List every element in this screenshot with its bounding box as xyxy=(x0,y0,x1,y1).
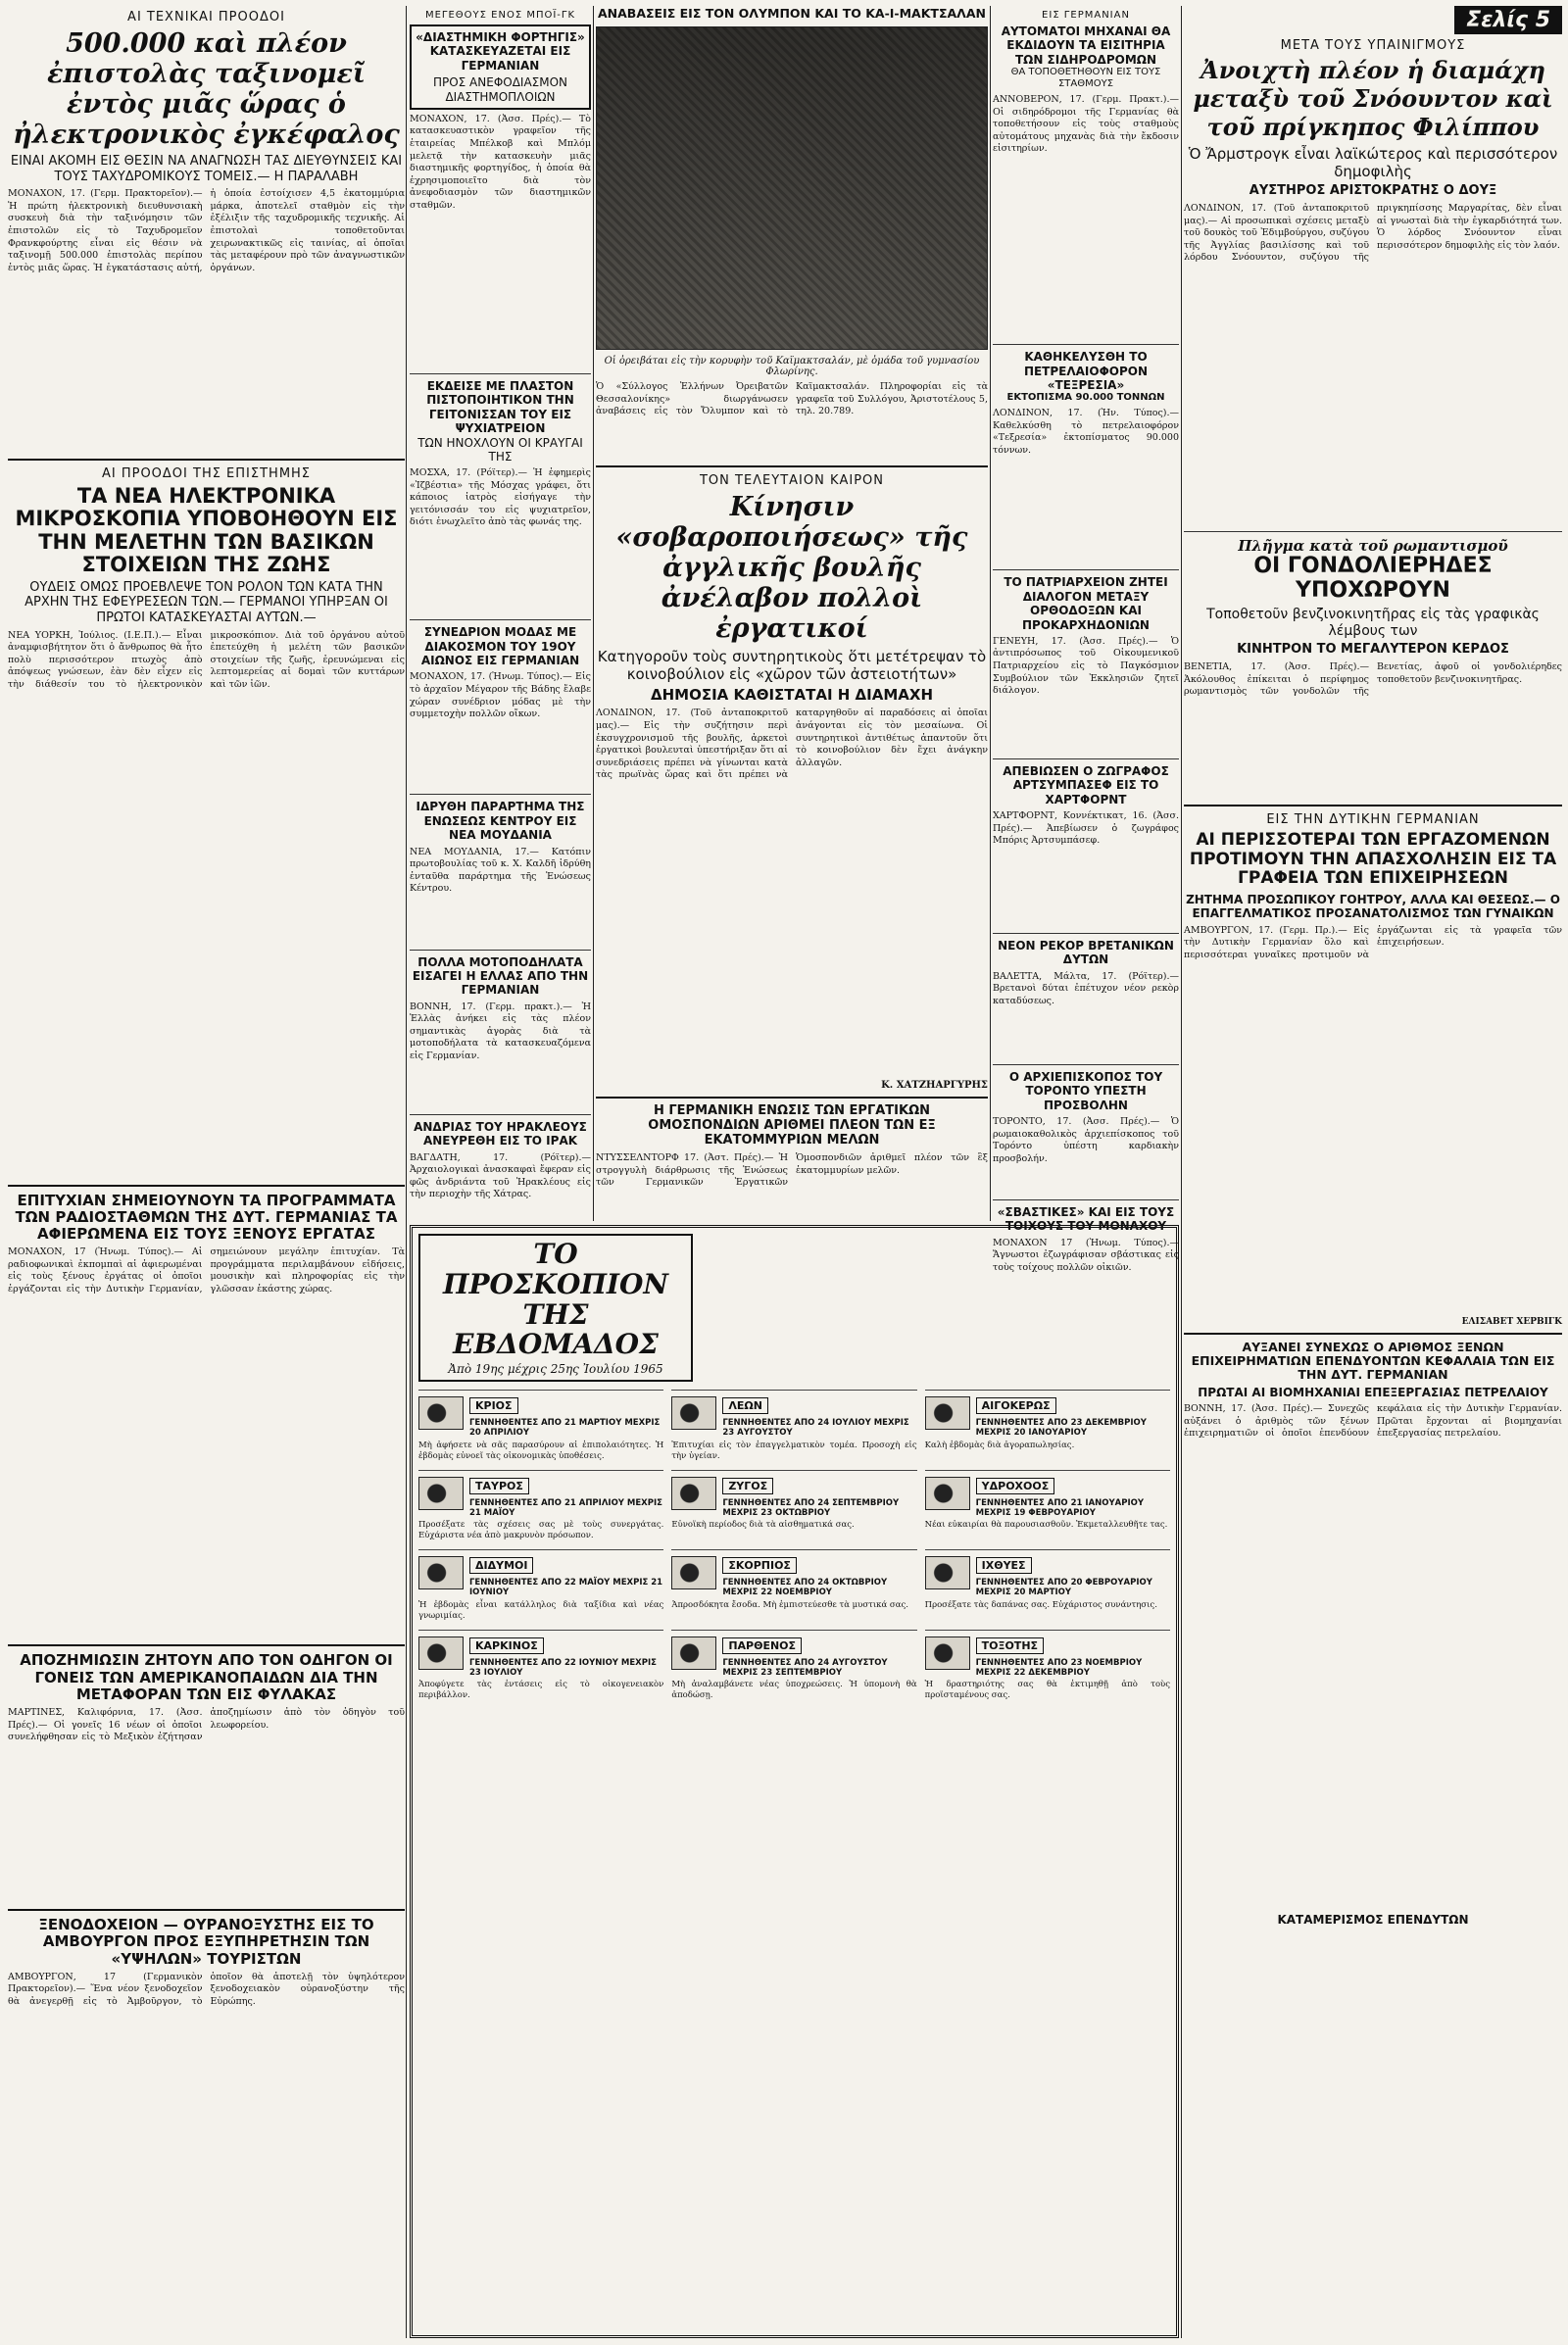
column-rule xyxy=(406,6,407,2338)
sign-name: ΙΧΘΥΕΣ xyxy=(976,1557,1032,1574)
horoscope-title: ΤΟ ΠΡΟΣΚΟΠΙΟΝ ΤΗΣ ΕΒΔΟΜΑΔΟΣ xyxy=(443,1238,668,1361)
article-body: ΒΟΝΝΗ, 17. (Γερμ. πρακτ.).— Ἡ Ἑλλὰς ἀνήκει εἰς τὰς πλέον σημαντικὰς ἀγορὰς διὰ τὰ μοτοποδήλατα τὰ κατασκευαζόμενα εἰς Γερμανίαν. xyxy=(410,1001,591,1061)
article-body: ΝΕΑ ΜΟΥΔΑΝΙΑ, 17.— Κατόπιν πρωτοβουλίας τοῦ κ. Χ. Καλδῆ ἱδρύθη ἐνταῦθα παράρτημα τῆς Ἑνώσεως Κέντρου. xyxy=(410,846,591,895)
pisces-icon xyxy=(925,1556,970,1589)
deck: Ὁ Ἄρμστρογκ εἶναι λαϊκώτερος καὶ περισσότερον δημοφιλὴς xyxy=(1188,145,1558,181)
divider xyxy=(410,794,591,795)
headline-annex-founded: ΙΔΡΥΘΗ ΠΑΡΑΡΤΗΜΑ ΤΗΣ ΕΝΩΣΕΩΣ ΚΕΝΤΡΟΥ ΕΙΣ ΝΕΑ ΜΟΥΔΑΝΙΑ xyxy=(416,800,585,843)
sign-range: ΓΕΝΝΗΘΕΝΤΕΣ ΑΠΟ 22 ΜΑΪΟΥ ΜΕΧΡΙΣ 21 ΙΟΥΝΙΟΥ xyxy=(469,1578,663,1598)
article-body: ΒΑΓΔΑΤΗ, 17. (Ρόϊτερ).— Ἀρχαιολογικαὶ ἀνασκαφαὶ ἔφεραν εἰς φῶς ἀνδριάντα τοῦ Ἡρακλέους εἰς τὴν περιοχὴν τῆς Χάτρας. xyxy=(410,1151,591,1200)
zodiac-sign xyxy=(418,1470,663,1541)
zodiac-sign xyxy=(671,1630,916,1701)
section-footer: ΚΑΤΑΜΕΡΙΣΜΟΣ ΕΠΕΝΔΥΤΩΝ xyxy=(1277,1913,1469,1928)
headline-ticket-machines: ΑΥΤΟΜΑΤΟΙ ΜΗΧΑΝΑΙ ΘΑ ΕΚΔΙΔΟΥΝ ΤΑ ΕΙΣΙΤΗΡΙΑ ΤΩΝ ΣΙΔΗΡΟΔΡΟΜΩΝ xyxy=(1001,24,1171,67)
headline-swastikas: «ΣΒΑΣΤΙΚΕΣ» ΚΑΙ ΕΙΣ ΤΟΥΣ ΤΟΙΧΟΥΣ ΤΟΥ ΜΟΝΑΧΟΥ xyxy=(997,1205,1175,1234)
divider xyxy=(8,1644,405,1646)
sign-text: Καλὴ ἐβδομὰς διὰ ἀγοραπωλησίας. xyxy=(924,1440,1075,1450)
sign-text: Προσέξατε τὰς δαπάνας σας. Εὐχάριστος συνάντησις. xyxy=(924,1599,1157,1610)
climbers-photo xyxy=(596,26,988,350)
subhead: ΑΥΣΤΗΡΟΣ ΑΡΙΣΤΟΚΡΑΤΗΣ Ο ΔΟΥΞ xyxy=(1249,183,1497,199)
zodiac-sign xyxy=(418,1549,663,1621)
article-body: ΜΟΝΑΧΟΝ, 17. (Ἀσσ. Πρές).— Τὸ κατασκευαστικὸν γραφεῖον τῆς ἑταιρείας Μπέλκοβ καὶ Μπλόμ μελετᾷ τὴν κατασκευὴν μιᾶς διαστημικῆς φορτηγίδος, ἡ ὁποία θὰ ἐχρησιμοποιεῖτο διὰ τὸν ἀνεφοδιασμὸν τῶν διαστημικῶν σταθμῶν. xyxy=(410,113,591,211)
aries-icon xyxy=(418,1396,464,1430)
column-2 xyxy=(410,6,591,1221)
zodiac-sign xyxy=(671,1470,916,1541)
zodiac-sign xyxy=(418,1630,663,1701)
sign-name: ΖΥΓΟΣ xyxy=(722,1478,773,1494)
sign-range: ΓΕΝΝΗΘΕΝΤΕΣ ΑΠΟ 21 ΙΑΝΟΥΑΡΙΟΥ ΜΕΧΡΙΣ 19 ΦΕΒΡΟΥΑΡΙΟΥ xyxy=(975,1497,1144,1518)
article-body: ΜΟΝΑΧΟΝ, 17. (Γερμ. Πρακτορεῖον).— Ἡ πρώτη ἠλεκτρονικὴ διευθυνσιακὴ συσκευὴ διὰ τὴν ταξινόμησιν τῶν ἐπιστολῶν εἰς τὸ Ταχυδρομεῖον Φρανκφούρτης εἶναι εἰς θέσιν νὰ ταξινομῇ 500.000 ἐπιστολὰς περίπου ἐντὸς μιᾶς ὥρας. Ἡ ἐγκατάστασις αὐτή, ἡ ὁποία ἐστοίχισεν 4,5 ἑκατομμύρια μάρκα, ἀποτελεῖ σταθμὸν εἰς τὴν ἐξέλιξιν τῆς ταχυδρομικῆς τεχνικῆς. Αἱ ἐπιστολαὶ τοποθετοῦνται χειρωνακτικῶς εἰς ταινίας, αἱ ὁποῖαι τὰς μεταφέρουν πρὸ τῶν ἀναγνωστικῶν ὀργάνων. xyxy=(8,188,405,273)
sagittarius-icon xyxy=(925,1637,970,1670)
headline-trade-unions: Η ΓΕΡΜΑΝΙΚΗ ΕΝΩΣΙΣ ΤΩΝ ΕΡΓΑΤΙΚΩΝ ΟΜΟΣΠΟΝΔΙΩΝ ΑΡΙΘΜΕΙ ΠΛΕΟΝ ΤΩΝ ΕΞ ΕΚΑΤΟΜΜΥΡΙΩΝ ΜΕΛΩΝ xyxy=(648,1103,936,1148)
deck: ΤΩΝ ΗΝΟΧΛΟΥΝ ΟΙ ΚΡΑΥΓΑΙ ΤΗΣ xyxy=(417,435,583,464)
headline-divers-record: ΝΕΟΝ ΡΕΚΟΡ ΒΡΕΤΑΝΙΚΩΝ ΔΥΤΩΝ xyxy=(998,939,1174,967)
headline-forged-certificate: ΕΚΔΕΙΣΕ ΜΕ ΠΛΑΣΤΟΝ ΠΙΣΤΟΠΟΙΗΤΙΚΟΝ ΤΗΝ ΓΕΙΤΟΝΙΣΣΑΝ ΤΟΥ ΕΙΣ ΨΥΧΙΑΤΡΕΙΟΝ xyxy=(426,378,574,436)
sign-name: ΛΕΩΝ xyxy=(722,1397,768,1414)
sign-text: Προσέξατε τὰς σχέσεις σας μὲ τοὺς συνεργάτας. Εὐχάριστα νέα ἀπὸ μακρυνὸν πρόσωπον. xyxy=(418,1520,664,1541)
aquarius-icon xyxy=(925,1477,970,1510)
kicker: ΑΙ ΠΡΟΟΔΟΙ ΤΗΣ ΕΠΙΣΤΗΜΗΣ xyxy=(101,466,312,482)
article-body: ΒΕΝΕΤΙΑ, 17. (Ἀσσ. Πρές).— Ἀκόλουθος ἐπίκειται ὁ περίφημος ρωμαντισμὸς τῶν γονδολῶν τῆς Βενετίας, ἀφοῦ οἱ γονδολιέρηδες τοποθετοῦν βενζινοκινητῆρας. xyxy=(1184,661,1562,698)
subhead: ΚΙΝΗΤΡΟΝ ΤΟ ΜΕΓΑΛΥΤΕΡΟΝ ΚΕΡΔΟΣ xyxy=(1237,642,1509,658)
taurus-icon xyxy=(418,1477,464,1510)
divider xyxy=(993,1199,1179,1200)
article-body: ΜΟΣΧΑ, 17. (Ρόϊτερ).— Ἡ ἐφημερὶς «Ἰζβέστια» τῆς Μόσχας γράφει, ὅτι κάποιος ἰατρὸς εἰσήγαγε τὴν γειτόνισσάν του εἰς ψυχιατρεῖον, διότι ἐνωχλεῖτο ἀπὸ τὰς φωνάς της. xyxy=(410,467,591,528)
scorpio-icon xyxy=(671,1556,716,1589)
column-5 xyxy=(1184,6,1562,2338)
deck: ΠΡΩΤΑΙ ΑΙ ΒΙΟΜΗΧΑΝΙΑΙ ΕΠΕΞΕΡΓΑΣΙΑΣ ΠΕΤΡΕΛΑΙΟΥ xyxy=(1198,1385,1548,1399)
zodiac-sign xyxy=(925,1390,1170,1461)
sign-range: ΓΕΝΝΗΘΕΝΤΕΣ ΑΠΟ 24 ΟΚΤΩΒΡΙΟΥ ΜΕΧΡΙΣ 22 ΝΟΕΜΒΡΙΟΥ xyxy=(722,1578,888,1598)
zodiac-sign xyxy=(925,1549,1170,1621)
kicker: ΕΙΣ ΤΗΝ ΔΥΤΙΚΗΝ ΓΕΡΜΑΝΙΑΝ xyxy=(1266,812,1480,828)
headline-compensation: ΑΠΟΖΗΜΙΩΣΙΝ ΖΗΤΟΥΝ ΑΠΟ ΤΟΝ ΟΔΗΓΟΝ ΟΙ ΓΟΝΕΙΣ ΤΩΝ ΑΜΕΡΙΚΑΝΟΠΑΙΔΩΝ ΔΙΑ ΤΗΝ ΜΕΤΑΦΟΡΑΝ ΤΩΝ ΕΙΣ ΦΥΛΑΚΑΣ xyxy=(20,1651,393,1703)
divider xyxy=(993,758,1179,759)
deck: ΖΗΤΗΜΑ ΠΡΟΣΩΠΙΚΟΥ ΓΟΗΤΡΟΥ, ΑΛΛΑ ΚΑΙ ΘΕΣΕΩΣ.— Ο ΕΠΑΓΓΕΛΜΑΤΙΚΟΣ ΠΡΟΣΑΝΑΤΟΛΙΣΜΟΣ ΤΩΝ ΓΥΝΑΙΚΩΝ xyxy=(1186,892,1560,921)
divider xyxy=(8,1185,405,1187)
divider xyxy=(993,344,1179,345)
sign-text: Ἀποφύγετε τὰς ἐντάσεις εἰς τὸ οἰκογενειακὸν περιβάλλον. xyxy=(418,1679,664,1701)
sign-range: ΓΕΝΝΗΘΕΝΤΕΣ ΑΠΟ 20 ΦΕΒΡΟΥΑΡΙΟΥ ΜΕΧΡΙΣ 20 ΜΑΡΤΙΟΥ xyxy=(975,1578,1152,1598)
gemini-icon xyxy=(418,1556,464,1589)
headline-tanker-launched: ΚΑΘΗΚΕΛΥΣΘΗ ΤΟ ΠΕΤΡΕΛΑΙΟΦΟΡΟΝ «ΤΕΞΡΕΣΙΑ» xyxy=(1023,350,1149,392)
headline-mopeds: ΠΟΛΛΑ ΜΟΤΟΠΟΔΗΛΑΤΑ ΕΙΣΑΓΕΙ Η ΕΛΛΑΣ ΑΠΟ ΤΗΝ ΓΕΡΜΑΝΙΑΝ xyxy=(412,954,589,998)
headline-painter-died: ΑΠΕΒΙΩΣΕΝ Ο ΖΩΓΡΑΦΟΣ ΑΡΤΣΥΜΠΑΣΕΦ ΕΙΣ ΤΟ ΧΑΡΤΦΟΡΝΤ xyxy=(1003,763,1169,806)
deck: ΕΚΤΟΠΙΣΜΑ 90.000 ΤΟΝΝΩΝ xyxy=(1006,392,1165,404)
kicker: Πλῆγμα κατὰ τοῦ ρωμαντισμοῦ xyxy=(1238,537,1508,556)
sign-range: ΓΕΝΝΗΘΕΝΤΕΣ ΑΠΟ 21 ΑΠΡΙΛΙΟΥ ΜΕΧΡΙΣ 21 ΜΑΪΟΥ xyxy=(469,1497,662,1518)
divider xyxy=(8,459,405,461)
headline-fashion-congress: ΣΥΝΕΔΡΙΟΝ ΜΟΔΑΣ ΜΕ ΔΙΑΚΟΣΜΟΝ ΤΟΥ 19ΟΥ ΑΙΩΝΟΣ ΕΙΣ ΓΕΡΜΑΝΙΑΝ xyxy=(420,625,580,668)
headline-radio-programs: ΕΠΙΤΥΧΙΑΝ ΣΗΜΕΙΟΥΝΟΥΝ ΤΑ ΠΡΟΓΡΑΜΜΑΤΑ ΤΩΝ ΡΑΔΙΟΣΤΑΘΜΩΝ ΤΗΣ ΔΥΤ. ΓΕΡΜΑΝΙΑΣ ΤΑ ΑΦΙΕΡΩΜΕΝΑ ΕΙΣ ΤΟΥΣ ΞΕΝΟΥΣ ΕΡΓΑΤΑΣ xyxy=(15,1191,398,1244)
divider xyxy=(1184,805,1562,806)
divider xyxy=(410,373,591,374)
byline: ΕΛΙΣΑΒΕΤ ΧΕΡΒΙΓΚ xyxy=(1461,1316,1562,1327)
capricorn-icon xyxy=(925,1396,970,1430)
sign-text: Ἐπιτυχίαι εἰς τὸν ἐπαγγελματικὸν τομέα. Προσοχὴ εἰς τὴν ὑγείαν. xyxy=(671,1440,917,1461)
sign-text: Ἀπροσδόκητα ἔσοδα. Μὴ ἐμπιστεύεσθε τὰ μυστικά σας. xyxy=(671,1599,908,1610)
article-body: ΛΟΝΔΙΝΟΝ, 17. (Τοῦ ἀνταποκριτοῦ μας).— Αἱ προσωπικαὶ σχέσεις μεταξὺ τοῦ δουκὸς τοῦ Ἐδιμβούργου, συζύγου τῆς Ἀγγλίας βασιλίσσης καὶ τοῦ λόρδου Σνόουντον, συζύγου τῆς πριγκηπίσσης Μαργαρίτας, δὲν εἶναι αἱ γνωσταὶ διὰ τὴν ἐγκαρδιότητά των. Ὁ λόρδος Σνόουντον εἶναι περισσότερον δημοφιλὴς εἰς τὸν λαόν. xyxy=(1184,203,1562,264)
cancer-icon xyxy=(418,1637,464,1670)
sign-text: Μὴ ἀφήσετε νὰ σᾶς παρασύρουν αἱ ἐπιπολαιότητες. Ἡ ἐβδομὰς εὐνοεῖ τὰς οἰκονομικὰς ὑποθέσεις. xyxy=(418,1440,664,1461)
zodiac-sign xyxy=(671,1549,916,1621)
article-body: ΒΑΛΕΤΤΑ, Μάλτα, 17. (Ρόϊτερ).— Βρετανοὶ δύται ἐπέτυχον νέον ρεκὸρ καταδύσεως. xyxy=(993,970,1179,1006)
headline-hotel-skyscraper: ΞΕΝΟΔΟΧΕΙΟΝ — ΟΥΡΑΝΟΞΥΣΤΗΣ ΕΙΣ ΤΟ ΑΜΒΟΥΡΓΟΝ ΠΡΟΣ ΕΞΥΠΗΡΕΤΗΣΙΝ ΤΩΝ «ΥΨΗΛΩΝ» ΤΟΥΡΙΣΤΩΝ xyxy=(38,1916,374,1968)
divider xyxy=(596,1097,988,1099)
headline-space-freighter: «ΔΙΑΣΤΗΜΙΚΗ ΦΟΡΤΗΓΙΣ» ΚΑΤΑΣΚΕΥΑΖΕΤΑΙ ΕΙΣ ΓΕΡΜΑΝΙΑΝ xyxy=(416,30,585,73)
masthead xyxy=(1184,6,1562,34)
sign-range: ΓΕΝΝΗΘΕΝΤΕΣ ΑΠΟ 23 ΝΟΕΜΒΡΙΟΥ ΜΕΧΡΙΣ 22 ΔΕΚΕΜΒΡΙΟΥ xyxy=(975,1657,1143,1678)
article-body: ΜΟΝΑΧΟΝ, 17 (Ἠνωμ. Τύπος).— Αἱ ραδιοφωνικαὶ ἐκπομπαὶ αἱ ἀφιερωμέναι εἰς τοὺς ξένους ἐργάτας οἱ ὁποῖοι ἐργάζονται εἰς τὴν Δυτικὴν Γερμανίαν, σημειώνουν μεγάλην ἐπιτυχίαν. Τὰ προγράμματα περιλαμβάνουν εἰδήσεις, μουσικὴν καὶ πληροφορίας εἰς τὴν γλῶσσαν ἑκάστης χώρας. xyxy=(8,1246,405,1295)
headline-patriarchate: ΤΟ ΠΑΤΡΙΑΡΧΕΙΟΝ ΖΗΤΕΙ ΔΙΑΛΟΓΟΝ ΜΕΤΑΞΥ ΟΡΘΟΔΟΞΩΝ ΚΑΙ ΠΡΟΚΑΡΧΗΔΟΝΙΩΝ xyxy=(1004,575,1168,632)
byline: Κ. ΧΑΤΖΗΑΡΓΥΡΗΣ xyxy=(881,1080,988,1092)
divider xyxy=(993,569,1179,570)
divider xyxy=(1184,1333,1562,1335)
leo-icon xyxy=(671,1396,716,1430)
article-body: ΝΕΑ ΥΟΡΚΗ, Ἰούλιος. (Ι.Ε.Π.).— Εἶναι ἀναμφισβήτητον ὅτι ὁ ἄνθρωπος θὰ ἦτο πολὺ περισσότερον πτωχὸς ἀπὸ ἀπόψεως γνώσεων, ἐὰν δὲν εἶχεν εἰς τὴν διάθεσίν του τὸ ἠλεκτρονικὸν μικροσκόπιον. Διὰ τοῦ ὀργάνου αὐτοῦ ἐπετεύχθη ἡ μελέτη τῶν βασικῶν στοιχείων τῆς ζωῆς, ἐρευνώμεναι εἰς λεπτομερείας αἱ δομαὶ τῶν κυττάρων καὶ τῶν ἰῶν. xyxy=(8,629,405,690)
headline-foreign-investors: ΑΥΞΑΝΕΙ ΣΥΝΕΧΩΣ Ο ΑΡΙΘΜΟΣ ΞΕΝΩΝ ΕΠΙΧΕΙΡΗΜΑΤΙΩΝ ΕΠΕΝΔΥΟΝΤΩΝ ΚΕΦΑΛΑΙΑ ΤΩΝ ΕΙΣ ΤΗΝ ΔΥΤ. ΓΕΡΜΑΝΙΑΝ xyxy=(1191,1339,1555,1383)
deck: ΟΥΔΕΙΣ ΟΜΩΣ ΠΡΟΕΒΛΕΨΕ ΤΟΝ ΡΟΛΟΝ ΤΩΝ ΚΑΤΑ ΤΗΝ ΑΡΧΗΝ ΤΗΣ ΕΦΕΥΡΕΣΕΩΝ ΤΩΝ.— ΓΕΡΜΑΝΟΙ ΥΠΗΡΞΑΝ ΟΙ ΠΡΩΤΟΙ ΚΑΤΑΣΚΕΥΑΣΤΑΙ ΑΥΤΩΝ.— xyxy=(24,579,388,625)
headline-gondoliers: ΟΙ ΓΟΝΔΟΛΙΕΡΗΔΕΣ ΥΠΟΧΩΡΟΥΝ xyxy=(1253,554,1493,603)
sign-range: ΓΕΝΝΗΘΕΝΤΕΣ ΑΠΟ 24 ΙΟΥΛΙΟΥ ΜΕΧΡΙΣ 23 ΑΥΓΟΥΣΤΟΥ xyxy=(722,1418,909,1439)
zodiac-sign xyxy=(418,1390,663,1461)
divider xyxy=(410,1114,591,1115)
article-body: ΤΟΡΟΝΤΟ, 17. (Ἀσσ. Πρές).— Ὁ ρωμαιοκαθολικὸς ἀρχιεπίσκοπος τοῦ Τορόντο ὑπέστη καρδιακὴν προσβολήν. xyxy=(993,1116,1179,1164)
article-body: ΛΟΝΔΙΝΟΝ, 17. (Ἠν. Τύπος).— Καθελκύσθη τὸ πετρελαιοφόρον «Τεξρεσία» ἐκτοπίσματος 90.000 τόννων. xyxy=(993,408,1179,456)
column-rule xyxy=(593,6,594,1221)
headline-archbishop: Ο ΑΡΧΙΕΠΙΣΚΟΠΟΣ ΤΟΥ ΤΟΡΟΝΤΟ ΥΠΕΣΤΗ ΠΡΟΣΒΟΛΗΝ xyxy=(1008,1069,1163,1112)
article-body: ΝΤΥΣΣΕΛΝΤΟΡΦ 17. (Ἀστ. Πρές).— Ἡ στρογγυλὴ διάρθρωσις τῆς Ἑνώσεως τῶν Γερμανικῶν Ἐργατικῶν Ὁμοσπονδιῶν ἀριθμεῖ πλέον τῶν ἓξ ἑκατομμυρίων μελῶν. xyxy=(596,1152,988,1189)
photo-caption: Οἱ ὀρειβάται εἰς τὴν κορυφὴν τοῦ Καϊμακτσαλάν, μὲ ὁμάδα τοῦ γυμνασίου Φλωρίνης. xyxy=(604,356,980,377)
kicker: ΜΕΤΑ ΤΟΥΣ ΥΠΑΙΝΙΓΜΟΥΣ xyxy=(1280,38,1466,53)
sign-text: Μὴ ἀναλαμβάνετε νέας ὑποχρεώσεις. Ἡ ὑπομονὴ θὰ ἀποδώσῃ. xyxy=(671,1679,917,1701)
sign-name: ΔΙΔΥΜΟΙ xyxy=(469,1557,533,1574)
article-body: ΛΟΝΔΙΝΟΝ, 17. (Τοῦ ἀνταποκριτοῦ μας).— Εἰς τὴν συζήτησιν περὶ ἐκσυγχρονισμοῦ τῆς βουλῆς, ἀρκετοὶ ἐργατικοὶ βουλευταὶ ὑπεστήριξαν ὅτι αἱ συνεδριάσεις πρέπει νὰ γίνωνται κατὰ τὰς πρωϊνὰς ὥρας καὶ ὅτι πρέπει νὰ καταργηθοῦν αἱ παραδόσεις αἱ ὁποῖαι ἀνάγονται εἰς τὸν μεσαίωνα. Οἱ συντηρητικοὶ ἀντιθέτως ἀπαντοῦν ὅτι τὸ κοινοβούλιον δὲν ἔχει ἀνάγκην ἀλλαγῶν. xyxy=(596,708,988,781)
deck: ΠΡΟΣ ΑΝΕΦΟΔΙΑΣΜΟΝ ΔΙΑΣΤΗΜΟΠΛΟΙΩΝ xyxy=(432,75,568,104)
column-4 xyxy=(993,6,1179,1273)
divider xyxy=(1184,531,1562,532)
article-body: ΑΝΝΟΒΕΡΟΝ, 17. (Γερμ. Πρακτ.).— Οἱ σιδηρόδρομοι τῆς Γερμανίας θὰ τοποθετήσουν εἰς τοὺς σταθμοὺς αὐτομάτους μηχανὰς διὰ τὴν ἔκδοσιν εἰσιτηρίων. xyxy=(993,94,1179,155)
sign-range: ΓΕΝΝΗΘΕΝΤΕΣ ΑΠΟ 21 ΜΑΡΤΙΟΥ ΜΕΧΡΙΣ 20 ΑΠΡΙΛΙΟΥ xyxy=(469,1418,661,1439)
article-body: ΜΟΝΑΧΟΝ 17 (Ἠνωμ. Τύπος).— Ἄγνωστοι ἐζωγράφισαν σβάστικας εἰς τοὺς τοίχους πολλῶν οἰκιῶν. xyxy=(993,1237,1179,1273)
divider xyxy=(410,950,591,951)
column-rule xyxy=(990,6,991,1221)
sign-name: ΤΑΥΡΟΣ xyxy=(469,1478,529,1494)
headline-snowdon-philip: Ἀνοιχτὴ πλέον ἡ διαμάχη μεταξὺ τοῦ Σνόουντον καὶ τοῦ πρίγκηπος Φιλίππου xyxy=(1193,56,1553,141)
divider xyxy=(596,465,988,467)
kicker: ΕΙΣ ΓΕΡΜΑΝΙΑΝ xyxy=(1042,10,1130,21)
headline-hercules-statue: ΑΝΔΡΙΑΣ ΤΟΥ ΗΡΑΚΛΕΟΥΣ ΑΝΕΥΡΕΘΗ ΕΙΣ ΤΟ ΙΡΑΚ xyxy=(414,1119,587,1148)
article-body: Ὁ «Σύλλογος Ἑλλήνων Ὀρειβατῶν Θεσσαλονίκης» διωργάνωσεν ἀναβάσεις εἰς τὸν Ὄλυμπον καὶ τὸ Καϊμακτσαλάν. Πληροφορίαι εἰς τὰ γραφεῖα τοῦ Συλλόγου, Ἀριστοτέλους 5, τηλ. 20.789. xyxy=(596,381,988,417)
sign-name: ΣΚΟΡΠΙΟΣ xyxy=(722,1557,797,1574)
sign-range: ΓΕΝΝΗΘΕΝΤΕΣ ΑΠΟ 23 ΔΕΚΕΜΒΡΙΟΥ ΜΕΧΡΙΣ 20 ΙΑΝΟΥΑΡΙΟΥ xyxy=(975,1418,1147,1439)
kicker: ΤΟΝ ΤΕΛΕΥΤΑΙΟΝ ΚΑΙΡΟΝ xyxy=(699,473,885,488)
horoscope-title-box xyxy=(418,1234,693,1382)
column-3 xyxy=(596,6,988,1221)
sign-name: ΤΟΞΟΤΗΣ xyxy=(976,1637,1044,1654)
zodiac-sign xyxy=(671,1390,916,1461)
divider xyxy=(993,1064,1179,1065)
kicker: ΜΕΓΕΘΟΥΣ ΕΝΟΣ ΜΠΟΪ-ΓΚ xyxy=(424,10,576,21)
article-body: ΑΜΒΟΥΡΓΟΝ, 17 (Γερμανικὸν Πρακτορεῖον).— Ἕνα νέον ξενοδοχεῖον θὰ ἀνεγερθῇ εἰς τὸ Ἀμβοῦργον, τὸ ὁποῖον θὰ ἀποτελῇ τὸν ὑψηλότερον ξενοδοχειακὸν οὐρανοξύστην τῆς Εὐρώπης. xyxy=(8,1971,405,2007)
sign-name: ΥΔΡΟΧΟΟΣ xyxy=(976,1478,1055,1494)
sign-name: ΠΑΡΘΕΝΟΣ xyxy=(722,1637,802,1654)
article-body: ΒΟΝΝΗ, 17. (Ἀσσ. Πρές).— Συνεχῶς αὐξάνει ὁ ἀριθμὸς τῶν ξένων ἐπιχειρηματιῶν οἱ ὁποῖοι ἐπενδύουν κεφάλαια εἰς τὴν Δυτικὴν Γερμανίαν. Πρῶται ἔρχονται αἱ βιομηχανίαι ἐπεξεργασίας πετρελαίου. xyxy=(1184,1403,1562,1440)
deck: Τοποθετοῦν βενζινοκινητῆρας εἰς τὰς γραφικὰς λέμβους των xyxy=(1206,606,1540,639)
article-body: ΧΑΡΤΦΟΡΝΤ, Κοννέκτικατ, 16. (Ἀσσ. Πρές).— Ἀπεβίωσεν ὁ ζωγράφος Μπόρις Ἀρτσυμπάσεφ. xyxy=(993,810,1179,847)
sign-text: Νέαι εὐκαιρίαι θὰ παρουσιασθοῦν. Ἐκμεταλλευθῆτε τας. xyxy=(924,1520,1168,1531)
zodiac-sign xyxy=(925,1470,1170,1541)
headline-parliament: Κίνησιν «σοβαροποιήσεως» τῆς ἀγγλικῆς βουλῆς ἀνέλαβον πολλοὶ ἐργατικοί xyxy=(615,492,968,645)
deck: ΘΑ ΤΟΠΟΘΕΤΗΘΟΥΝ ΕΙΣ ΤΟΥΣ ΣΤΑΘΜΟΥΣ xyxy=(1010,67,1161,90)
virgo-icon xyxy=(671,1637,716,1670)
horoscope-dates: Ἀπὸ 19ης μέχρις 25ης Ἰουλίου 1965 xyxy=(448,1362,663,1377)
boxed-headline xyxy=(410,24,591,110)
article-body: ΜΟΝΑΧΟΝ, 17. (Ἠνωμ. Τύπος).— Εἰς τὸ ἀρχαῖον Μέγαρον τῆς Βάδης ἔλαβε χώραν συνέδριον μόδας μὲ τὴν συμμετοχὴν πολλῶν οἴκων. xyxy=(410,671,591,720)
headline-microscopes: ΤΑ ΝΕΑ ΗΛΕΚΤΡΟΝΙΚΑ ΜΙΚΡΟΣΚΟΠΙΑ ΥΠΟΒΟΗΘΟΥΝ ΕΙΣ ΤΗΝ ΜΕΛΕΤΗΝ ΤΩΝ ΒΑΣΙΚΩΝ ΣΤΟΙΧΕΙΩΝ ΤΗΣ ΖΩΗΣ xyxy=(15,484,398,576)
headline-olympus-climbs: ΑΝΑΒΑΣΕΙΣ ΕΙΣ ΤΟΝ ΟΛΥΜΠΟΝ ΚΑΙ ΤΟ ΚΑ-Ι-ΜΑΚΤΣΑΛΑΝ xyxy=(598,6,986,21)
headline-sorting-machine: 500.000 καὶ πλέον ἐπιστολὰς ταξινομεῖ ἐντὸς μιᾶς ὥρας ὁ ἠλεκτρονικὸς ἐγκέφαλος xyxy=(13,28,400,151)
sign-text: Ἡ ἐβδομὰς εἶναι κατάλληλος διὰ ταξίδια καὶ νέας γνωριμίας. xyxy=(418,1599,664,1621)
zodiac-grid xyxy=(418,1390,1170,1701)
sign-range: ΓΕΝΝΗΘΕΝΤΕΣ ΑΠΟ 24 ΣΕΠΤΕΜΒΡΙΟΥ ΜΕΧΡΙΣ 23 ΟΚΤΩΒΡΙΟΥ xyxy=(722,1497,900,1518)
sign-name: ΚΡΙΟΣ xyxy=(469,1397,518,1414)
horoscope-box xyxy=(410,1225,1179,2338)
article-body: ΜΑΡΤΙΝΕΣ, Καλιφόρνια, 17. (Ἀσσ. Πρές).— Οἱ γονεῖς 16 νέων οἱ ὁποῖοι συνελήφθησαν εἰς τὸ Μεξικὸν ἐζήτησαν ἀποζημίωσιν ἀπὸ τὸν ὁδηγὸν τοῦ λεωφορείου. xyxy=(8,1707,405,1743)
sign-range: ΓΕΝΝΗΘΕΝΤΕΣ ΑΠΟ 24 ΑΥΓΟΥΣΤΟΥ ΜΕΧΡΙΣ 23 ΣΕΠΤΕΜΒΡΙΟΥ xyxy=(722,1657,888,1678)
article-body: ΓΕΝΕΥΗ, 17. (Ἀσσ. Πρές).— Ὁ ἀντιπρόσωπος τοῦ Οἰκουμενικοῦ Πατριαρχείου εἰς τὸ Παγκόσμιον Συμβούλιον τῶν Ἐκκλησιῶν ζητεῖ διάλογον. xyxy=(993,635,1179,697)
horoscope-header xyxy=(418,1234,1170,1382)
deck: Κατηγοροῦν τοὺς συντηρητικοὺς ὅτι μετέτρεψαν τὸ κοινοβούλιον εἰς «χῶρον τῶν ἀστειοτήτων» xyxy=(597,648,987,684)
divider xyxy=(8,1909,405,1911)
libra-icon xyxy=(671,1477,716,1510)
sign-text: Εὐνοϊκὴ περίοδος διὰ τὰ αἰσθηματικά σας. xyxy=(671,1520,855,1531)
sign-name: ΚΑΡΚΙΝΟΣ xyxy=(469,1637,544,1654)
zodiac-sign xyxy=(925,1630,1170,1701)
column-rule xyxy=(1181,6,1182,2338)
sign-text: Ἡ δραστηριότης σας θὰ ἐκτιμηθῇ ἀπὸ τοὺς προϊσταμένους σας. xyxy=(924,1679,1170,1701)
kicker: ΑΙ ΤΕΧΝΙΚΑΙ ΠΡΟΟΔΟΙ xyxy=(127,10,285,24)
article-body: ΑΜΒΟΥΡΓΟΝ, 17. (Γερμ. Πρ.).— Εἰς τὴν Δυτικὴν Γερμανίαν ὅλο καὶ περισσότεραι γυναῖκες προτιμοῦν νὰ ἐργάζωνται εἰς τὰ γραφεῖα τῶν ἐπιχειρήσεων. xyxy=(1184,924,1562,960)
headline-office-work: ΑΙ ΠΕΡΙΣΣΟΤΕΡΑΙ ΤΩΝ ΕΡΓΑΖΟΜΕΝΩΝ ΠΡΟΤΙΜΟΥΝ ΤΗΝ ΑΠΑΣΧΟΛΗΣΙΝ ΕΙΣ ΤΑ ΓΡΑΦΕΙΑ ΤΩΝ ΕΠΙΧΕΙΡΗΣΕΩΝ xyxy=(1189,830,1557,889)
page-number: Σελίς 5 xyxy=(1454,6,1562,34)
divider xyxy=(993,933,1179,934)
subhead: ΔΗΜΟΣΙΑ ΚΑΘΙΣΤΑΤΑΙ Η ΔΙΑΜΑΧΗ xyxy=(650,686,934,705)
divider xyxy=(410,619,591,620)
column-1 xyxy=(8,6,405,2338)
sign-name: ΑΙΓΟΚΕΡΩΣ xyxy=(976,1397,1056,1414)
deck: ΕΙΝΑΙ ΑΚΟΜΗ ΕΙΣ ΘΕΣΙΝ ΝΑ ΑΝΑΓΝΩΣΗ ΤΑΣ ΔΙΕΥΘΥΝΣΕΙΣ ΚΑΙ ΤΟΥΣ ΤΑΧΥΔΡΟΜΙΚΟΥΣ ΤΟΜΕΙΣ.— Η ΠΑΡΑΛΑΒΗ xyxy=(10,154,403,184)
sign-range: ΓΕΝΝΗΘΕΝΤΕΣ ΑΠΟ 22 ΙΟΥΝΙΟΥ ΜΕΧΡΙΣ 23 ΙΟΥΛΙΟΥ xyxy=(469,1657,657,1678)
